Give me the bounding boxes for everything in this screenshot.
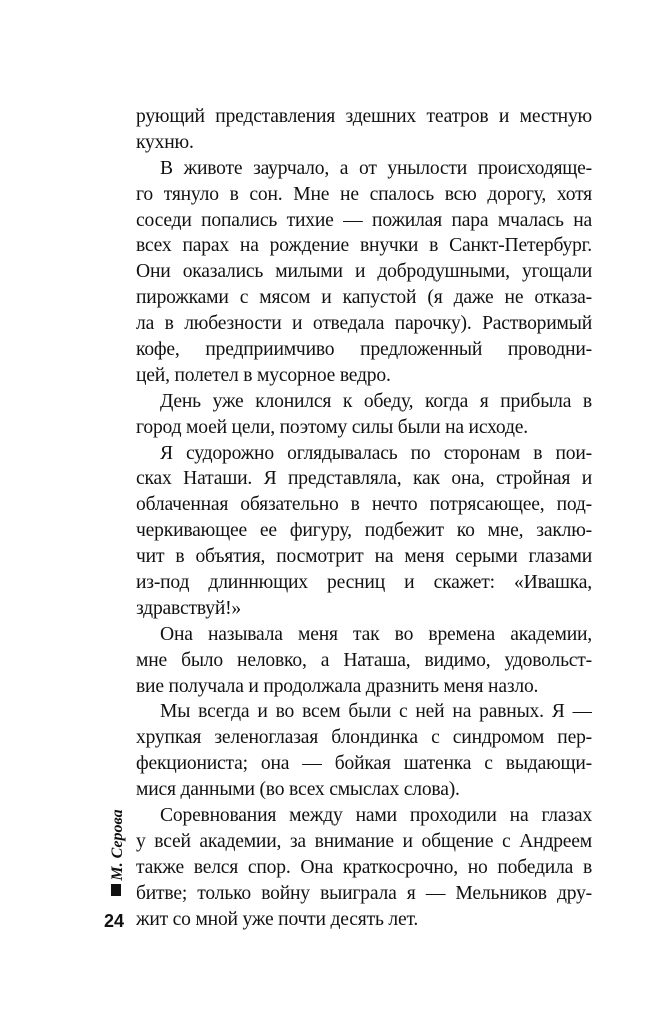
text-line: также велся спор. Она краткосрочно, но победила в	[136, 856, 592, 878]
text-line: Они оказались милыми и добродушными, угощали	[136, 261, 592, 283]
text-line: Соревнования между нами проходили на глазах	[160, 805, 592, 827]
paragraph-3	[136, 389, 592, 441]
text-line: фекциониста; она — бойкая шатенка с выдающи-	[136, 753, 592, 775]
paragraph-7	[136, 803, 592, 932]
text-line: ла в любезности и отведала парочку). Растворимый	[136, 313, 592, 335]
body-text	[136, 104, 592, 933]
text-line: го тянуло в сон. Мне не спалось всю дорогу, хотя	[136, 183, 592, 205]
text-line: Она называла меня так во времена академии,	[160, 623, 592, 645]
text-line: цей, полетел в мусорное ведро.	[136, 364, 391, 386]
text-line: чит в объятия, посмотрит на меня серыми глазами	[136, 546, 592, 568]
paragraph-5	[136, 622, 592, 700]
text-line: вие получала и продолжала дразнить меня назло.	[136, 675, 539, 697]
text-line: город моей цели, поэтому силы были на исходе.	[136, 416, 528, 438]
text-line: мися данными (во всех смыслах слова).	[136, 779, 460, 801]
text-line: всех парах на рождение внучки в Санкт-Петербург.	[136, 235, 592, 257]
author-name: М. Серова	[109, 809, 126, 881]
text-line: В животе заурчало, а от унылости происходяще-	[160, 157, 592, 179]
running-head-author	[108, 808, 128, 882]
text-line: пирожками с мясом и капустой (я даже не отказа-	[136, 287, 592, 309]
text-line: сках Наташи. Я представляла, как она, стройная и	[136, 468, 592, 490]
text-line: у всей академии, за внимание и общение с Андреем	[136, 830, 592, 852]
text-line: День уже клонился к обеду, когда я прибыла в	[160, 390, 592, 412]
text-line: кофе, предприимчиво предложенный проводни-	[136, 339, 592, 361]
text-line: Я судорожно оглядывалась по сторонам в пои-	[160, 442, 592, 464]
text-line: здравствуй!»	[136, 597, 242, 619]
paragraph-6	[136, 699, 592, 803]
running-head-square-mark	[111, 884, 121, 896]
paragraph-4	[136, 441, 592, 622]
text-line: жит со мной уже почти десять лет.	[136, 908, 419, 930]
text-line: облаченная обязательно в нечто потрясающее, под-	[136, 494, 592, 516]
text-line: кухню.	[136, 131, 194, 153]
text-line: черкивающее ее фигуру, подбежит ко мне, заклю-	[136, 520, 592, 542]
paragraph-2	[136, 156, 592, 389]
text-line: соседи попались тихие — пожилая пара мчалась на	[136, 209, 592, 231]
text-line: рующий представления здешних театров и местную	[136, 106, 592, 127]
text-line: хрупкая зеленоглазая блондинка с синдромом пер-	[136, 727, 592, 749]
paragraph-1	[136, 104, 592, 156]
text-line: Мы всегда и во всем были с ней на равных. Я —	[160, 701, 592, 723]
text-line: битве; только войну выиграла я — Мельников дру-	[136, 882, 592, 904]
page-number: 24	[104, 911, 125, 931]
text-line: из-под длиннющих ресниц и скажет: «Ивашка,	[136, 572, 592, 594]
text-line: мне было неловко, а Наташа, видимо, удовольст-	[136, 649, 592, 671]
